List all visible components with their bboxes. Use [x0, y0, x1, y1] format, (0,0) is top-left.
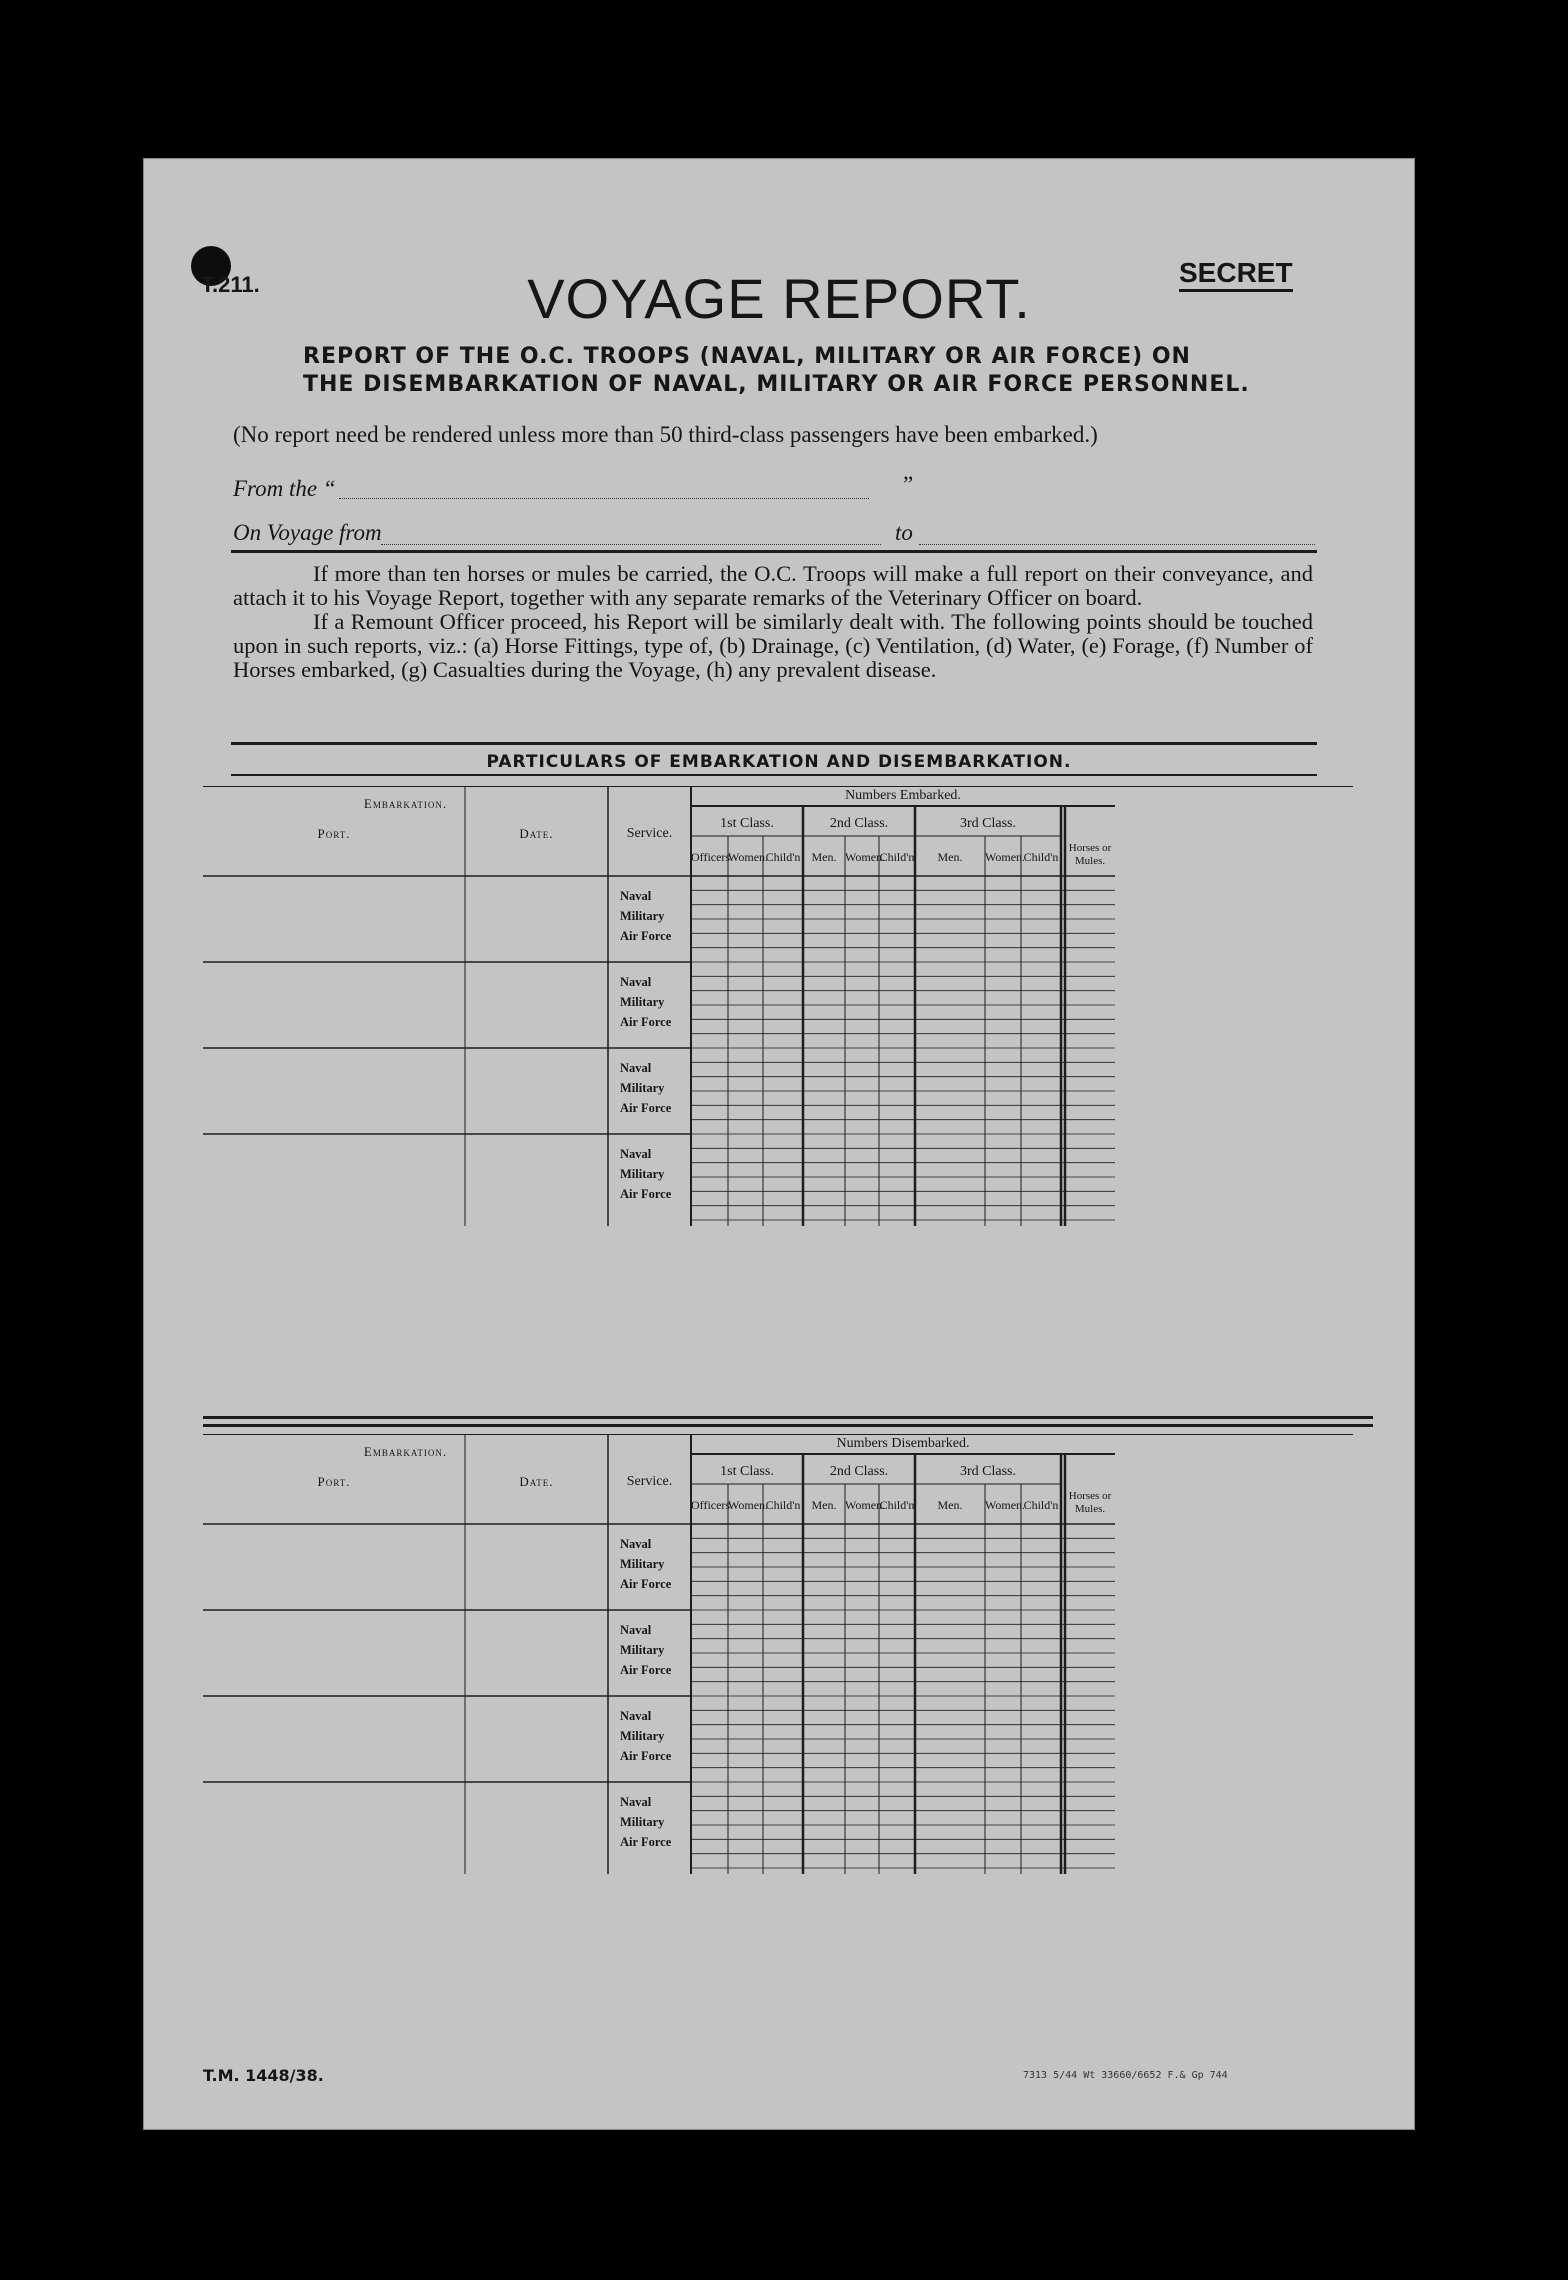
- column-header: Child'n: [765, 850, 801, 864]
- service-option: Military: [620, 1557, 665, 1571]
- divider: [203, 1424, 1373, 1427]
- date-header: Date.: [519, 826, 554, 841]
- service-option: Air Force: [620, 1577, 672, 1591]
- class1-header: 1st Class.: [720, 816, 774, 831]
- service-option: Naval: [620, 1795, 652, 1809]
- class3-header: 3rd Class.: [960, 1464, 1016, 1479]
- service-option: Naval: [620, 889, 652, 903]
- service-option: Naval: [620, 1709, 652, 1723]
- service-option: Air Force: [620, 929, 672, 943]
- column-header: Officers.: [691, 1498, 734, 1512]
- classification-label: SECRET: [1179, 258, 1293, 292]
- subtitle-line-1: REPORT OF THE O.C. TROOPS (NAVAL, MILITARY OR AIR FORCE) ON: [303, 344, 1191, 369]
- column-header: Child'n: [879, 850, 915, 864]
- service-header: Service.: [626, 1474, 673, 1489]
- service-option: Air Force: [620, 1835, 672, 1849]
- service-option: Naval: [620, 1147, 652, 1161]
- column-header: Child'n: [1023, 850, 1059, 864]
- service-option: Naval: [620, 975, 652, 989]
- service-option: Military: [620, 1167, 665, 1181]
- class1-header: 1st Class.: [720, 1464, 774, 1479]
- column-header: Officers.: [691, 850, 734, 864]
- page-title: VOYAGE REPORT.: [527, 267, 1031, 330]
- service-option: Naval: [620, 1623, 652, 1637]
- horses-mules-header: Horses or Mules.: [1068, 842, 1112, 867]
- service-list: [620, 886, 671, 946]
- service-option: Air Force: [620, 1663, 672, 1677]
- table-grid: [203, 1434, 1373, 2054]
- instruction-para-1: If more than ten horses or mules be carried, the O.C. Troops will make a full report on their conveyance, and attach it to his Voyage Report, together with any separate remarks of the Veterinary Officer on board.: [233, 561, 1313, 610]
- divider: [231, 774, 1317, 776]
- column-header: Women.: [985, 850, 1026, 864]
- print-info: 7313 5/44 Wt 33660/6652 F.& Gp 744: [1023, 2070, 1228, 2081]
- report-condition-note: (No report need be rendered unless more than 50 third-class passengers have been embarked.): [233, 422, 1098, 447]
- voyage-from-label: On Voyage from: [233, 520, 382, 545]
- group-label: Embarkation.: [363, 1444, 448, 1459]
- subtitle-line-2: THE DISEMBARKATION OF NAVAL, MILITARY OR AIR FORCE PERSONNEL.: [303, 371, 1250, 397]
- column-header: Men.: [811, 1498, 837, 1512]
- divider: [231, 742, 1317, 745]
- form-sheet: [143, 158, 1415, 2130]
- service-header: Service.: [626, 826, 673, 841]
- service-list: [620, 1534, 671, 1594]
- service-list: [620, 1058, 671, 1118]
- instructions: [233, 562, 1313, 682]
- column-header: Child'n: [1023, 1498, 1059, 1512]
- from-field[interactable]: [339, 498, 869, 499]
- from-label: From the “: [233, 476, 336, 501]
- disembarkation-table: [203, 1434, 1373, 2034]
- voyage-from-field[interactable]: [381, 544, 881, 545]
- port-header: Port.: [317, 1474, 351, 1489]
- service-option: Air Force: [620, 1101, 672, 1115]
- subtitle: [303, 343, 1303, 398]
- column-header: Women.: [728, 1498, 769, 1512]
- column-header: Child'n: [879, 1498, 915, 1512]
- class2-header: 2nd Class.: [829, 816, 889, 831]
- voyage-to-field[interactable]: [919, 544, 1315, 545]
- service-list: [620, 1792, 671, 1852]
- column-header: Women.: [728, 850, 769, 864]
- column-header: Men.: [937, 1498, 963, 1512]
- service-list: [620, 1620, 671, 1680]
- form-number: T.211.: [201, 272, 260, 297]
- service-option: Military: [620, 909, 665, 923]
- service-option: Military: [620, 995, 665, 1009]
- divider: [231, 550, 1317, 553]
- column-header: Women.: [845, 850, 886, 864]
- column-header: Men.: [937, 850, 963, 864]
- from-close-quote: ”: [903, 472, 914, 497]
- horses-mules-header: Horses or Mules.: [1068, 1490, 1112, 1515]
- voyage-to-label: to: [895, 520, 913, 545]
- instruction-para-2: If a Remount Officer proceed, his Report will be similarly dealt with. The following points should be touched upon in such reports, viz.: (a) Horse Fittings, type of, (b) Drainage, (c) Ventilation, (d) Water, (e) Forage, (f) Number of Horses embarked, (g) Casualties during the Voyage, (h) any prevalent disease.: [233, 609, 1313, 682]
- column-header: Child'n: [765, 1498, 801, 1512]
- column-header: Men.: [811, 850, 837, 864]
- numbers-header: Numbers Embarked.: [845, 788, 961, 803]
- service-option: Naval: [620, 1061, 652, 1075]
- class3-header: 3rd Class.: [960, 816, 1016, 831]
- service-option: Military: [620, 1815, 665, 1829]
- service-option: Naval: [620, 1537, 652, 1551]
- divider: [203, 1416, 1373, 1419]
- service-list: [620, 1706, 671, 1766]
- port-header: Port.: [317, 826, 351, 841]
- column-header: Women.: [985, 1498, 1026, 1512]
- service-option: Military: [620, 1081, 665, 1095]
- form-code: T.M. 1448/38.: [203, 2066, 324, 2085]
- service-option: Military: [620, 1729, 665, 1743]
- particulars-heading: PARTICULARS OF EMBARKATION AND DISEMBARKATION.: [486, 752, 1072, 772]
- service-option: Military: [620, 1643, 665, 1657]
- service-list: [620, 1144, 671, 1204]
- date-header: Date.: [519, 1474, 554, 1489]
- class2-header: 2nd Class.: [829, 1464, 889, 1479]
- service-list: [620, 972, 671, 1032]
- numbers-header: Numbers Disembarked.: [836, 1436, 970, 1451]
- service-option: Air Force: [620, 1749, 672, 1763]
- service-option: Air Force: [620, 1187, 672, 1201]
- table-grid: [203, 786, 1373, 1406]
- column-header: Women.: [845, 1498, 886, 1512]
- group-label: Embarkation.: [363, 796, 448, 811]
- service-option: Air Force: [620, 1015, 672, 1029]
- from-line: [233, 476, 336, 502]
